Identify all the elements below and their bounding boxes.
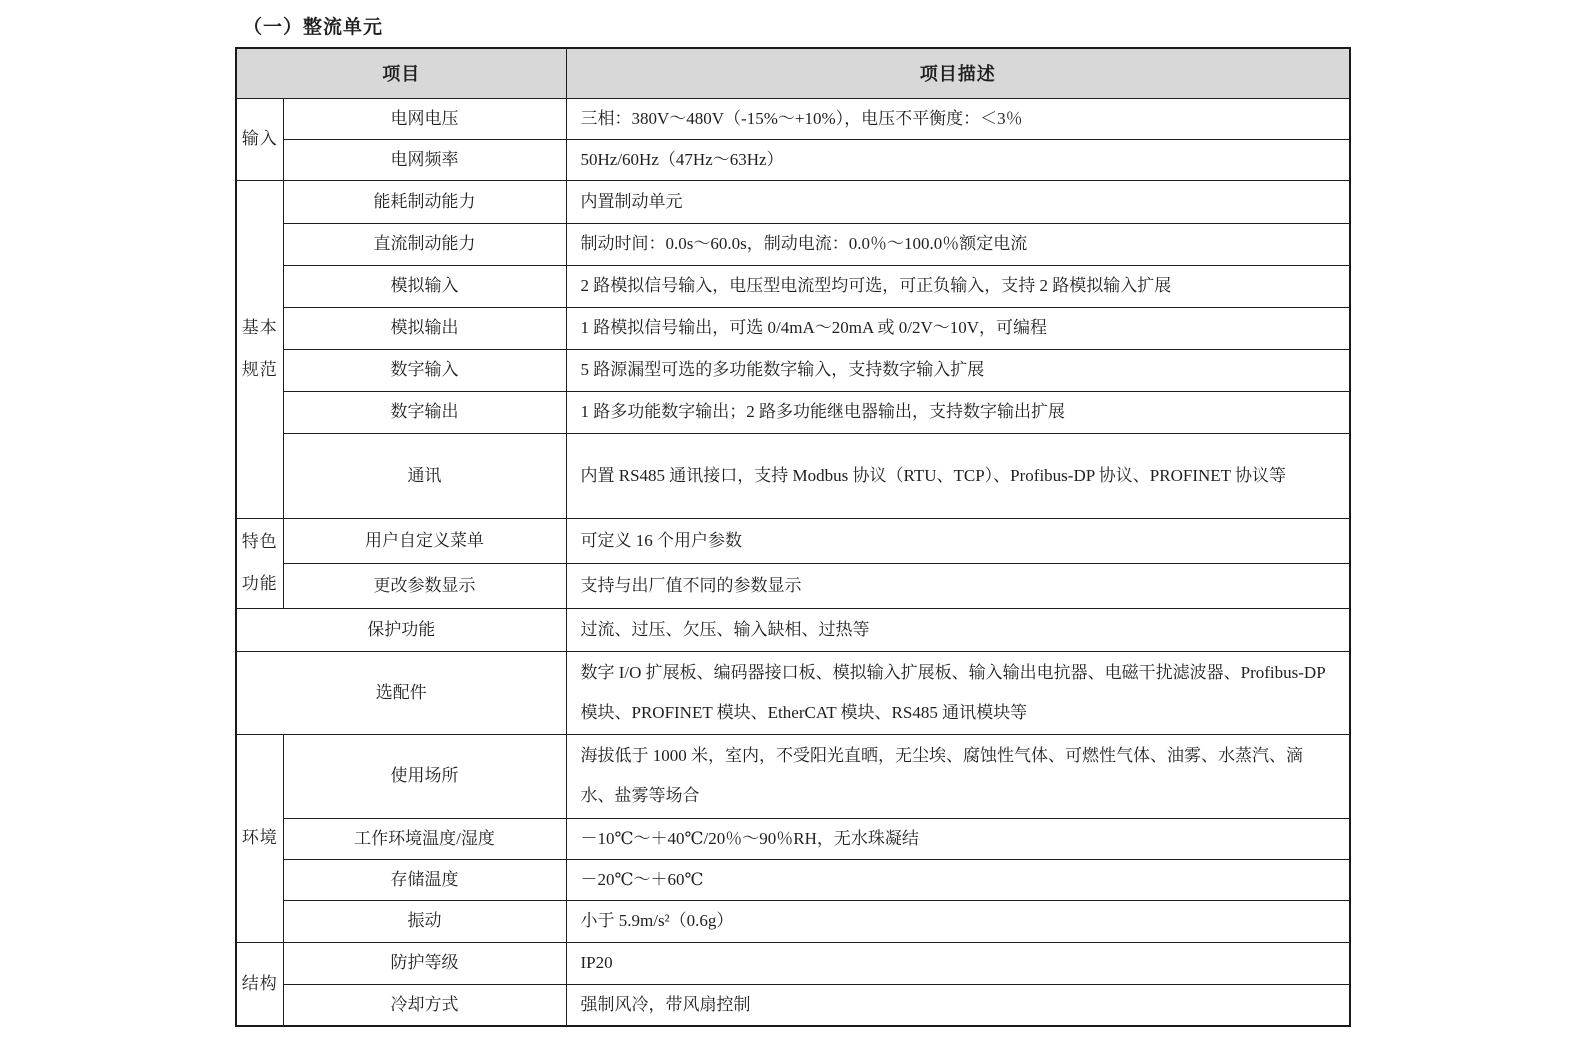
group-cell-environment: 环境 xyxy=(236,734,283,942)
table-row xyxy=(236,433,1350,518)
spec-item-cell: 能耗制动能力 xyxy=(283,180,566,223)
table-row xyxy=(236,349,1350,391)
spec-desc-cell: 三相：380V～480V（-15%～+10%），电压不平衡度：＜3％ xyxy=(566,98,1350,139)
group-cell-basic-specs: 基本规范 xyxy=(236,180,283,518)
spec-item-cell: 振动 xyxy=(283,900,566,942)
spec-item-cell: 防护等级 xyxy=(283,942,566,984)
table-row xyxy=(236,563,1350,608)
spec-desc-cell: －10℃～＋40℃/20％～90％RH，无水珠凝结 xyxy=(566,818,1350,859)
rectifier-spec-table xyxy=(235,47,1351,1027)
spec-desc-cell: 内置制动单元 xyxy=(566,180,1350,223)
spec-desc-cell: 过流、过压、欠压、输入缺相、过热等 xyxy=(566,608,1350,651)
spec-item-cell: 通讯 xyxy=(283,433,566,518)
spec-desc-cell: 5 路源漏型可选的多功能数字输入，支持数字输入扩展 xyxy=(566,349,1350,391)
spec-item-cell: 使用场所 xyxy=(283,734,566,818)
table-header-row xyxy=(236,48,1350,98)
spec-item-cell: 直流制动能力 xyxy=(283,223,566,265)
spec-desc-cell: 50Hz/60Hz（47Hz～63Hz） xyxy=(566,139,1350,180)
header-description-cell: 项目描述 xyxy=(566,48,1350,98)
spec-desc-cell: －20℃～＋60℃ xyxy=(566,859,1350,900)
header-item-cell: 项目 xyxy=(236,48,566,98)
table-row xyxy=(236,859,1350,900)
spec-item-cell: 保护功能 xyxy=(236,608,566,651)
spec-desc-cell: 支持与出厂值不同的参数显示 xyxy=(566,563,1350,608)
spec-desc-cell: 1 路模拟信号输出，可选 0/4mA～20mA 或 0/2V～10V，可编程 xyxy=(566,307,1350,349)
spec-item-cell: 模拟输出 xyxy=(283,307,566,349)
spec-desc-cell: IP20 xyxy=(566,942,1350,984)
spec-item-cell: 工作环境温度/湿度 xyxy=(283,818,566,859)
spec-item-cell: 模拟输入 xyxy=(283,265,566,307)
table-row xyxy=(236,139,1350,180)
table-row xyxy=(236,391,1350,433)
table-row xyxy=(236,984,1350,1026)
table-row xyxy=(236,98,1350,139)
spec-item-cell: 电网频率 xyxy=(283,139,566,180)
spec-item-cell: 电网电压 xyxy=(283,98,566,139)
spec-desc-cell: 可定义 16 个用户参数 xyxy=(566,518,1350,563)
table-row xyxy=(236,900,1350,942)
group-cell-structure: 结构 xyxy=(236,942,283,1026)
table-row xyxy=(236,734,1350,818)
group-cell-input: 输入 xyxy=(236,98,283,180)
spec-desc-cell: 2 路模拟信号输入，电压型电流型均可选，可正负输入，支持 2 路模拟输入扩展 xyxy=(566,265,1350,307)
table-row xyxy=(236,223,1350,265)
spec-item-cell: 存储温度 xyxy=(283,859,566,900)
spec-item-cell: 数字输入 xyxy=(283,349,566,391)
spec-desc-cell: 1 路多功能数字输出；2 路多功能继电器输出，支持数字输出扩展 xyxy=(566,391,1350,433)
table-row xyxy=(236,608,1350,651)
page-title: （一）整流单元 xyxy=(243,17,384,38)
table-row xyxy=(236,265,1350,307)
spec-desc-cell: 海拔低于 1000 米，室内，不受阳光直晒，无尘埃、腐蚀性气体、可燃性气体、油雾、水蒸汽、滴水、盐雾等场合 xyxy=(566,734,1350,818)
spec-desc-cell: 数字 I/O 扩展板、编码器接口板、模拟输入扩展板、输入输出电抗器、电磁干扰滤波器、Profibus-DP 模块、PROFINET 模块、EtherCAT 模块、RS485 通讯模块等 xyxy=(566,651,1350,734)
spec-desc-cell: 制动时间：0.0s～60.0s，制动电流：0.0％～100.0％额定电流 xyxy=(566,223,1350,265)
spec-item-cell: 数字输出 xyxy=(283,391,566,433)
table-row xyxy=(236,180,1350,223)
table-row xyxy=(236,307,1350,349)
spec-item-cell: 用户自定义菜单 xyxy=(283,518,566,563)
group-cell-featured-functions: 特色功能 xyxy=(236,518,283,608)
table-row xyxy=(236,818,1350,859)
spec-desc-cell: 强制风冷，带风扇控制 xyxy=(566,984,1350,1026)
spec-item-cell: 选配件 xyxy=(236,651,566,734)
spec-item-cell: 冷却方式 xyxy=(283,984,566,1026)
table-row xyxy=(236,518,1350,563)
spec-item-cell: 更改参数显示 xyxy=(283,563,566,608)
spec-desc-cell: 内置 RS485 通讯接口，支持 Modbus 协议（RTU、TCP）、Profibus-DP 协议、PROFINET 协议等 xyxy=(566,433,1350,518)
table-row xyxy=(236,942,1350,984)
spec-desc-cell: 小于 5.9m/s²（0.6g） xyxy=(566,900,1350,942)
table-row xyxy=(236,651,1350,734)
